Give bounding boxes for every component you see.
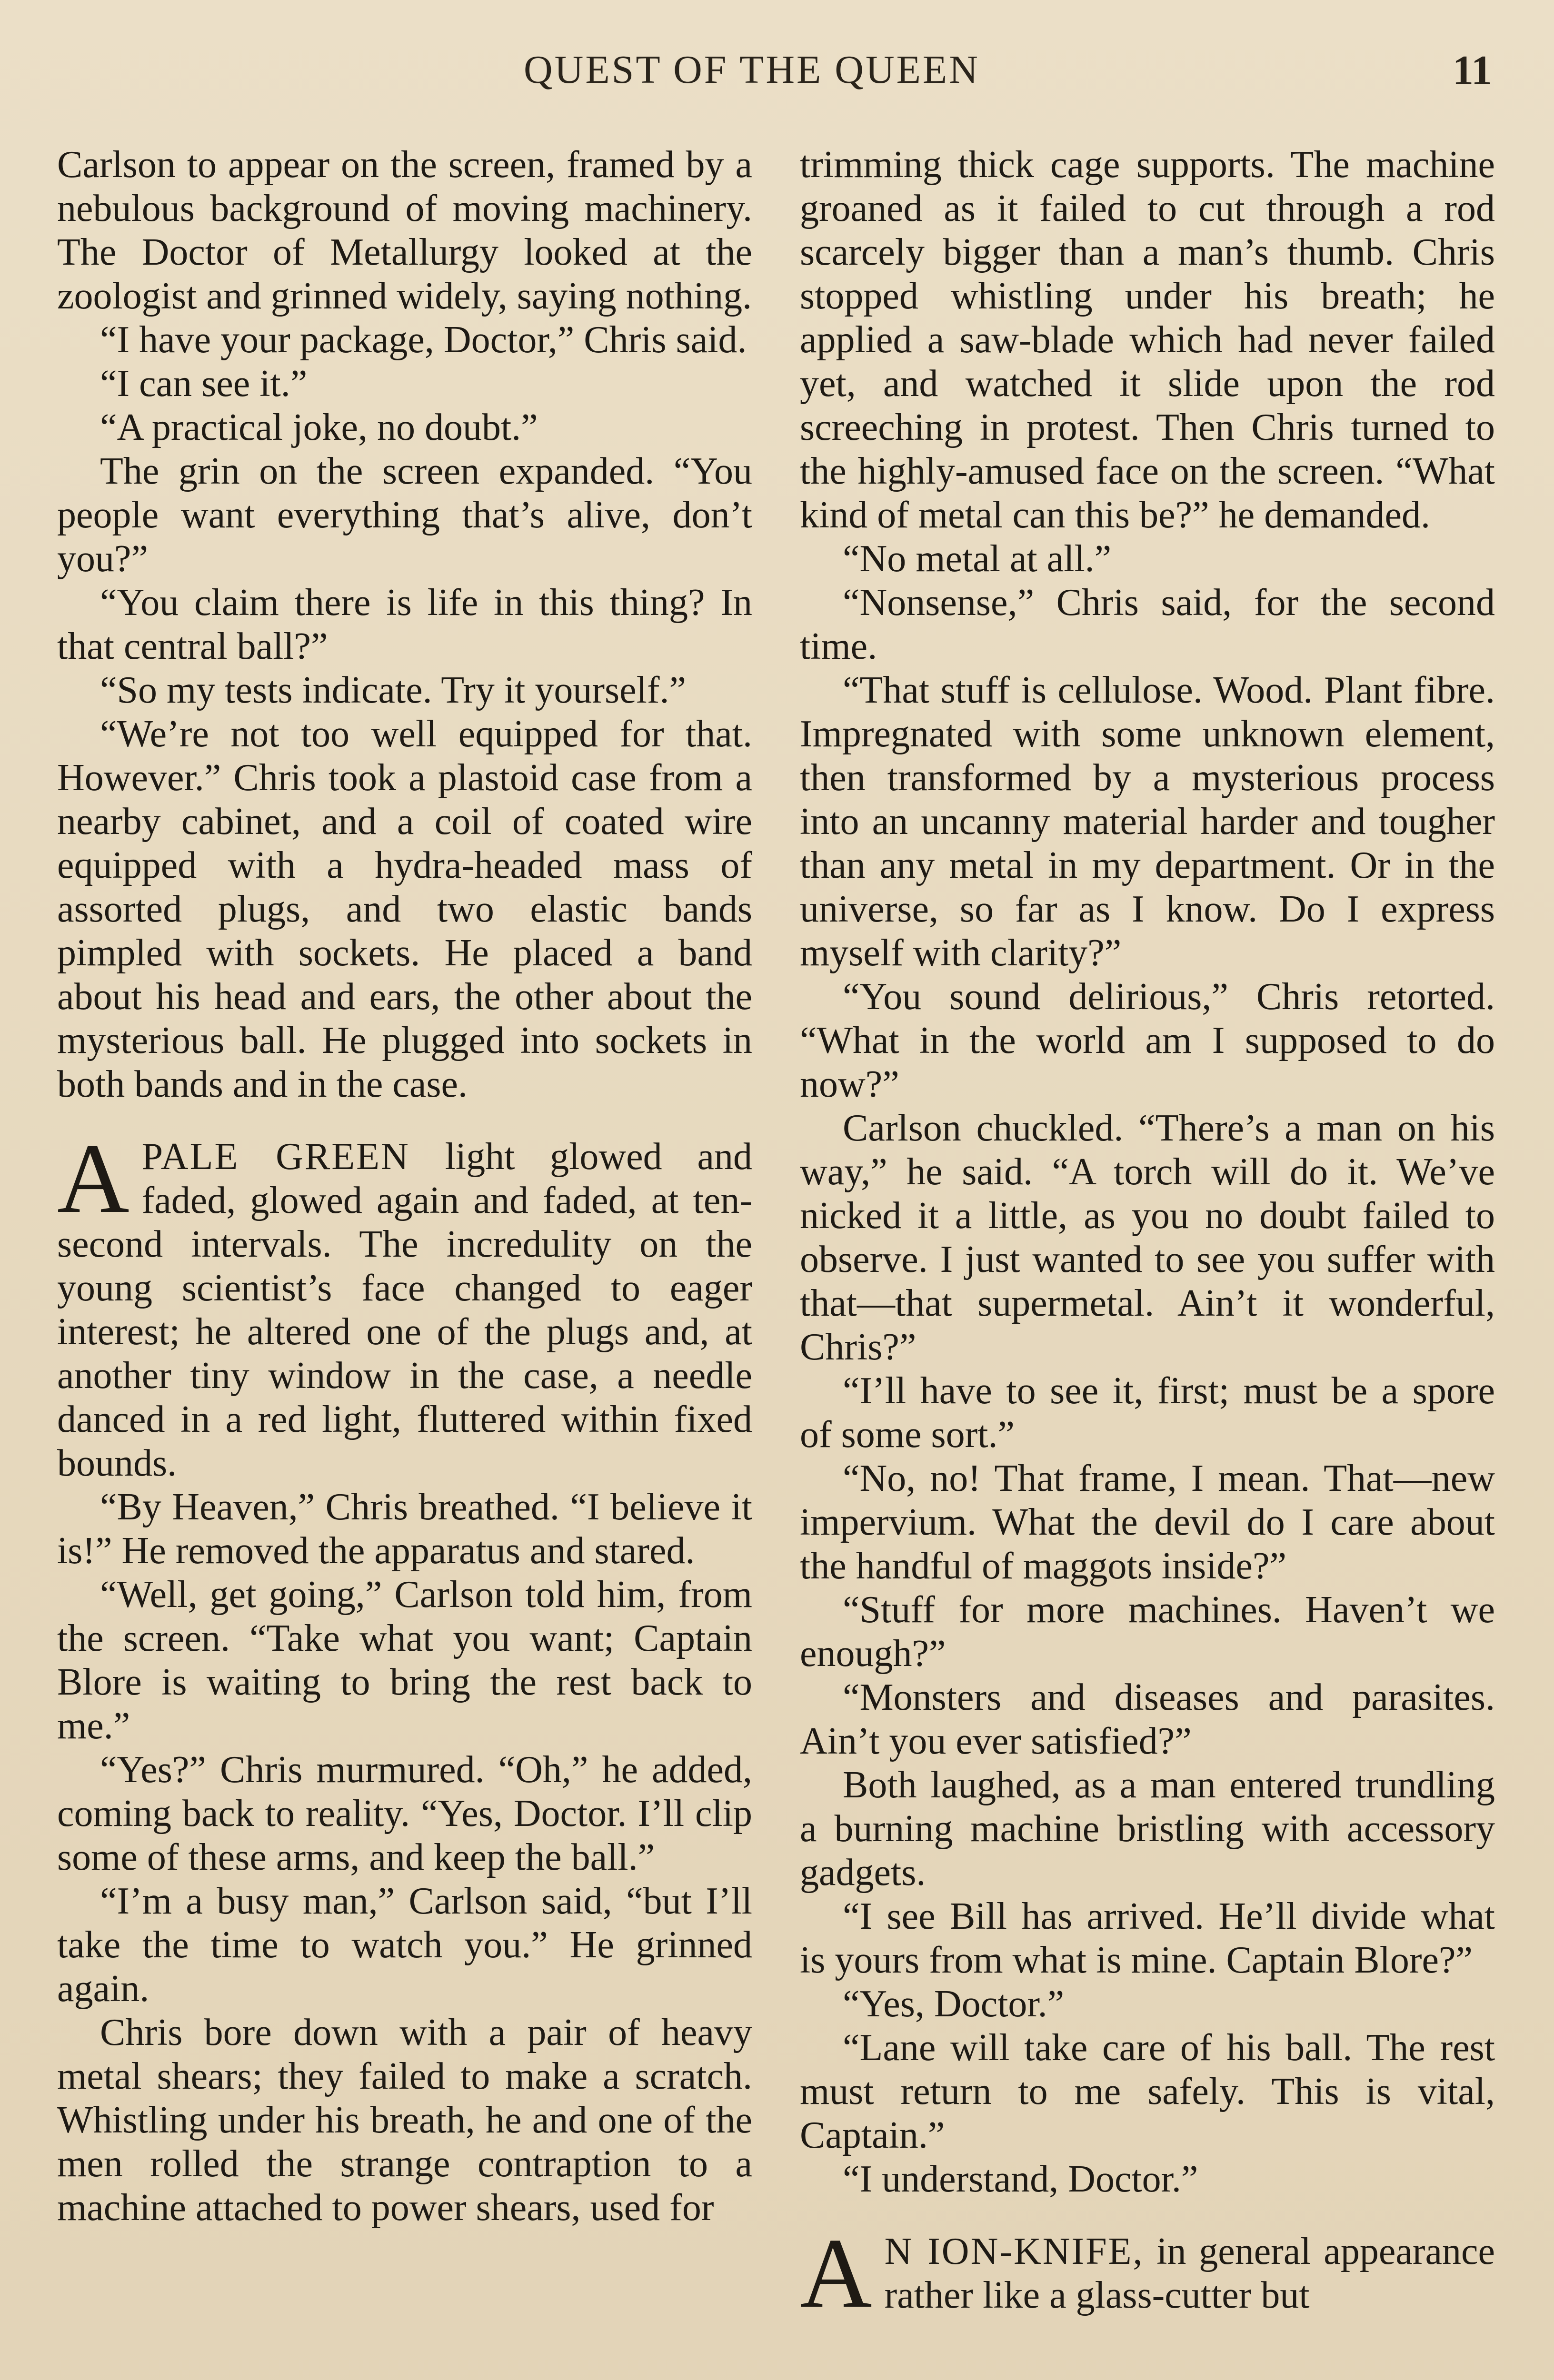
lead-in-text: PALE GREEN <box>141 1136 410 1178</box>
section-opening-paragraph <box>800 2218 1495 2329</box>
drop-cap: A <box>57 1123 130 1234</box>
paragraph: Carlson chuckled. “There’s a man on his way,” he said. “A torch will do it. We’ve nicked it a little, as you no doubt failed to observe. I just wanted to see you suffer with that—that supermetal. Ain’t it wonderful, Chris?” <box>800 1107 1495 1368</box>
paragraph: “Lane will take care of his ball. The rest must return to me safely. This is vital, Captain.” <box>800 2027 1495 2156</box>
lead-in-text: N ION-KNIFE, <box>884 2231 1144 2272</box>
page-number: 11 <box>1452 48 1492 94</box>
paragraph: “I have your package, Doctor,” Chris said. <box>100 319 747 361</box>
paragraph: “You claim there is life in this thing? In that central ball?” <box>57 582 752 667</box>
paragraph: “I’ll have to see it, first; must be a spore of some sort.” <box>800 1370 1495 1456</box>
paragraph: “You sound delirious,” Chris retorted. “What in the world am I supposed to do now?” <box>800 976 1495 1105</box>
section-opening-paragraph <box>57 1123 752 1485</box>
running-title: QUEST OF THE QUEEN <box>524 48 980 92</box>
paragraph: “That stuff is cellulose. Wood. Plant fibre. Impregnated with some unknown element, then transformed by a mysterious process into an uncanny material harder and tougher than any metal in my department. Or in the universe, so far as I know. Do I express myself with clarity?” <box>800 669 1495 974</box>
paragraph-text: light glowed and faded, glowed again and faded, at ten-second intervals. The incredulity on the young scientist’s face changed to eager interest; he altered one of the plugs and, at another tiny window in the case, a needle danced in a red light, fluttered within fixed bounds. <box>57 1136 752 1484</box>
paragraph: “By Heaven,” Chris breathed. “I believe it is!” He removed the apparatus and stared. <box>57 1486 752 1572</box>
paragraph: “Stuff for more machines. Haven’t we enough?” <box>800 1589 1495 1675</box>
drop-cap: A <box>800 2218 872 2329</box>
paragraph: “Nonsense,” Chris said, for the second time. <box>800 582 1495 667</box>
paragraph: Carlson to appear on the screen, framed by a nebulous background of moving machinery. The Doctor of Metallurgy looked at the zoologist and grinned widely, saying nothing. <box>57 144 752 317</box>
left-column <box>57 143 752 2380</box>
paragraph: “A practical joke, no doubt.” <box>100 407 538 448</box>
paragraph: “Well, get going,” Carlson told him, from the screen. “Take what you want; Captain Blore is waiting to bring the rest back to me.” <box>57 1574 752 1747</box>
paragraph: “No, no! That frame, I mean. That—new impervium. What the devil do I care about the handful of maggots inside?” <box>800 1458 1495 1587</box>
paragraph: The grin on the screen expanded. “You people want everything that’s alive, don’t you?” <box>57 450 752 580</box>
right-column <box>800 143 1495 2380</box>
paragraph: “I can see it.” <box>100 363 308 405</box>
paragraph: Chris bore down with a pair of heavy metal shears; they failed to make a scratch. Whistling under his breath, he and one of the men rolled the strange contraption to a machine attached to power shears, used for <box>57 2012 752 2229</box>
paragraph: “So my tests indicate. Try it yourself.” <box>100 669 687 711</box>
paragraph: “I see Bill has arrived. He’ll divide what is yours from what is mine. Captain Blore?” <box>800 1895 1495 1981</box>
paragraph: “Yes?” Chris murmured. “Oh,” he added, coming back to reality. “Yes, Doctor. I’ll clip some of these arms, and keep the ball.” <box>57 1749 752 1878</box>
paragraph: “Yes, Doctor.” <box>843 1983 1065 2025</box>
paragraph: “I’m a busy man,” Carlson said, “but I’ll take the time to watch you.” He grinned again. <box>57 1880 752 2010</box>
paragraph: Both laughed, as a man entered trundling a burning machine bristling with accessory gadgets. <box>800 1764 1495 1894</box>
paragraph: trimming thick cage supports. The machine groaned as it failed to cut through a rod scarcely bigger than a man’s thumb. Chris stopped whistling under his breath; he applied a saw-blade which had never failed yet, and watched it slide upon the rod screeching in protest. Then Chris turned to the highly-amused face on the screen. “What kind of metal can this be?” he demanded. <box>800 144 1495 536</box>
paragraph: “We’re not too well equipped for that. However.” Chris took a plastoid case from a nearby cabinet, and a coil of coated wire equipped with a hydra-headed mass of assorted plugs, and two elastic bands pimpled with sockets. He placed a band about his head and ears, the other about the mysterious ball. He plugged into sockets in both bands and in the case. <box>57 713 752 1105</box>
page-header <box>0 38 1554 105</box>
paragraph: “Monsters and diseases and parasites. Ain’t you ever satisfied?” <box>800 1676 1495 1762</box>
paragraph: “No metal at all.” <box>843 538 1112 580</box>
paragraph: “I understand, Doctor.” <box>843 2158 1198 2200</box>
paragraph-text: in general appearance rather like a glass-cutter but <box>884 2231 1495 2316</box>
